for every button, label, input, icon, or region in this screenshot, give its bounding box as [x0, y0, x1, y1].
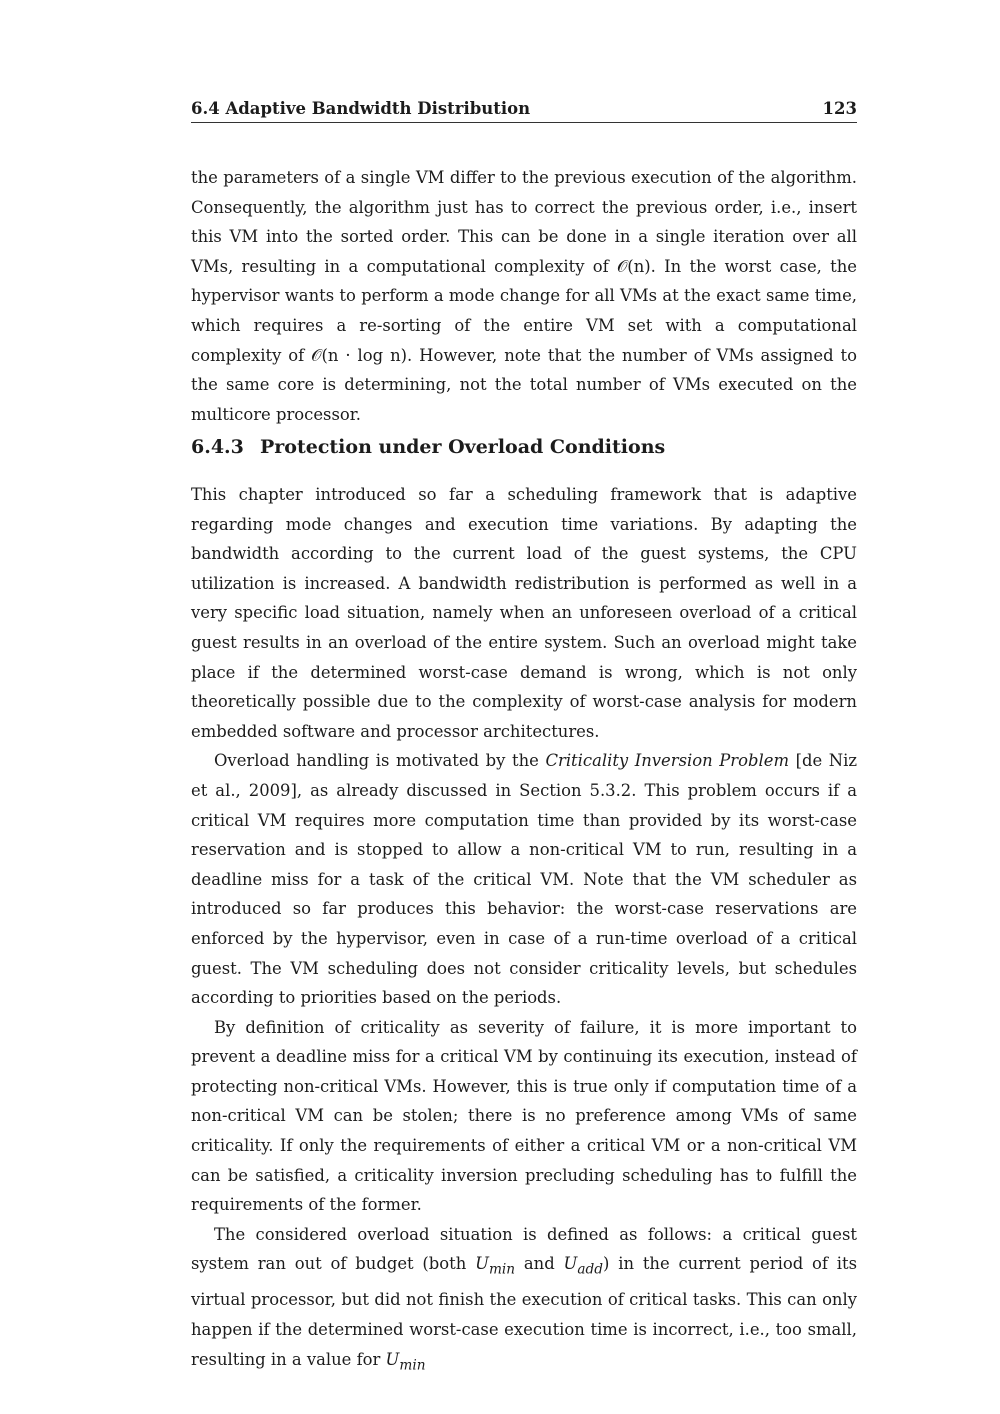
paragraph-intro: This chapter introduced so far a scheduling framework that is adaptive regarding mode changes and execution time variations. By adapting the bandwidth according to the current load of the guest systems, the CPU utilization is increased. A bandwidth redistribution is performed as well in a very specific load situation, namely when an unforeseen overload of a critical guest results in an overload of the entire system. Such an overload might take place if the determined worst-case demand is wrong, which is not only theoretically possible due to the complexity of worst-case analysis for modern embedded software and processor architectures. — [191, 485, 857, 741]
section-number: 6.4.3 — [191, 436, 244, 458]
text-span: and — [515, 1254, 564, 1274]
section-title: Protection under Overload Conditions — [260, 436, 666, 458]
italic-term: Criticality Inversion Problem — [545, 751, 789, 771]
math-var: U — [475, 1254, 489, 1274]
text-span: The considered overload situation is defined as follows: a critical guest system ran out of budget (both — [191, 1224, 857, 1274]
section-heading — [191, 436, 857, 458]
paragraph-overload-definition — [191, 1220, 857, 1381]
paragraph-text: the parameters of a single VM differ to the previous execution of the algorithm. Consequently, the algorithm just has to correct the previous order, i.e., insert this VM into the sorted order. This can be done in a single iteration over all VMs, resulting in a computational complexity of 𝒪(n). In the worst case, the hypervisor wants to perform a mode change for all VMs at the exact same time, which requires a re-sorting of the entire VM set with a computational complexity of 𝒪(n · log n). However, note that the number of VMs assigned to the same core is determining, not the total number of VMs executed on the multicore processor. — [191, 168, 857, 424]
header-section-title: 6.4 Adaptive Bandwidth Distribution — [191, 99, 531, 118]
text-span: [de Niz et al., 2009], as already discussed in Section 5.3.2. This problem occurs if a critical VM requires more computation time than provided by its worst-case reservation and is stopped to allow a non-critical VM to run, resulting in a deadline miss for a task of the critical VM. Note that the VM scheduler as introduced so far produces this behavior: the worst-case reservations are enforced by the hypervisor, even in case of a run-time overload of a critical guest. The VM scheduling does not consider criticality levels, but schedules according to priorities based on the periods. — [191, 751, 857, 1008]
section-body — [191, 480, 857, 1380]
math-subscript: add — [577, 1261, 604, 1278]
math-var: U — [385, 1349, 400, 1369]
running-header — [191, 98, 857, 123]
math-var: U — [563, 1254, 578, 1274]
paragraph-overload-motivation — [191, 746, 857, 1012]
paragraph-criticality: By definition of criticality as severity of failure, it is more important to prevent a deadline miss for a critical VM by continuing its execution, instead of protecting non-critical VMs. However, this is true only if computation time of a non-critical VM can be stolen; there is no preference among VMs of same criticality. If only the requirements of either a critical VM or a non-critical VM can be satisfied, a criticality inversion precluding scheduling has to fulfill the requirements of the former. — [191, 1017, 857, 1215]
text-span: Overload handling is motivated by the — [214, 751, 546, 771]
paragraph-continued — [191, 163, 857, 429]
text-span: ) in the current period of its virtual processor, but did not finish the execution of critical tasks. This can only happen if the determined worst-case execution time is incorrect, i.e., too small, resulting in a value for — [191, 1254, 857, 1369]
page-number: 123 — [822, 99, 857, 118]
math-subscript: min — [488, 1261, 516, 1278]
math-subscript: min — [399, 1356, 426, 1373]
